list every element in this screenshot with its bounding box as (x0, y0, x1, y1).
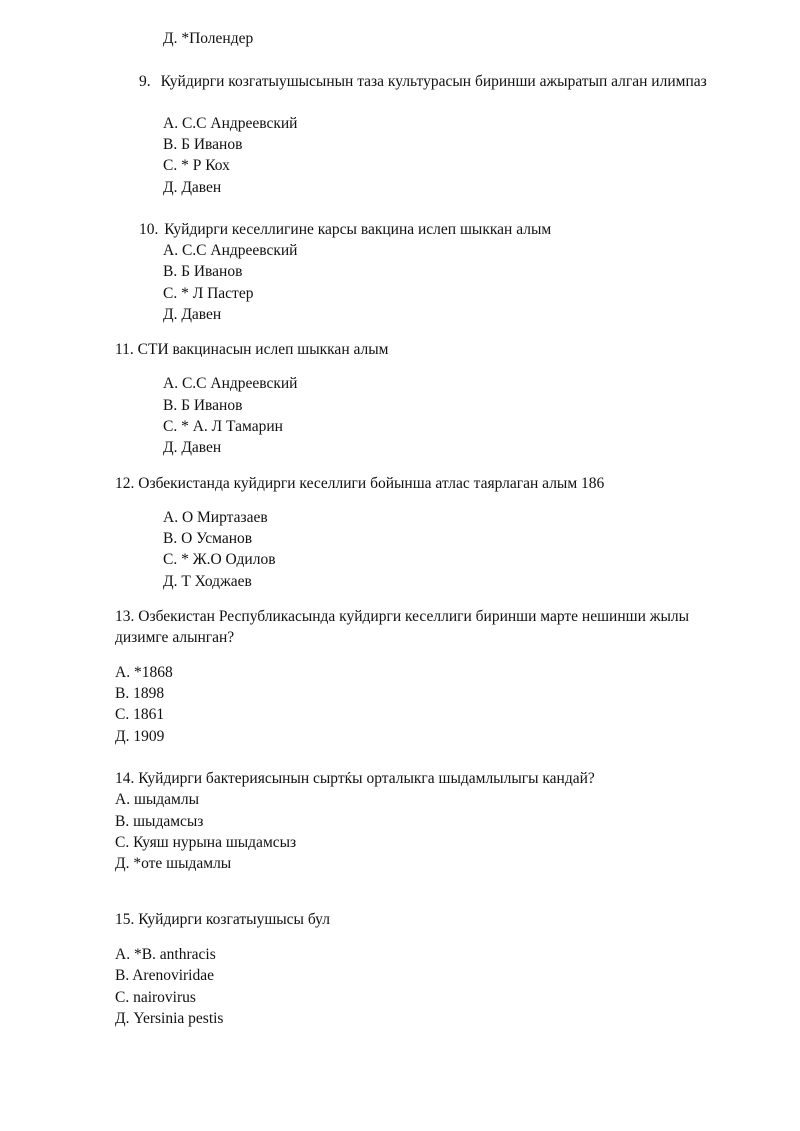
q13-option-a: A. *1868 (115, 664, 173, 681)
q15-option-a: A. *B. anthracis (115, 946, 216, 963)
q10-option-d: Д. Давен (163, 306, 222, 323)
q9-option-b: В. Б Иванов (163, 136, 243, 153)
q14-option-d: Д. *оте шыдамлы (115, 855, 232, 872)
q10-option-a: A. С.С Андреевский (163, 242, 298, 259)
q15-option-b: B. Arenoviridae (115, 967, 215, 984)
q9-option-d: Д. Давен (163, 179, 222, 196)
q12-option-b: В. О Усманов (163, 530, 253, 547)
q12-option-d: Д. Т Ходжаев (163, 573, 252, 590)
q11-option-a: A. С.С Андреевский (163, 375, 298, 392)
q10-question (139, 220, 551, 240)
q14-option-c: C. Куяш нурына шыдамсыз (115, 834, 297, 851)
q14-question: 14. Куйдирги бактериясынын сыртќы орталыкга шыдамлылыгы кандай? (115, 770, 595, 787)
q9-option-a: A. С.С Андреевский (163, 115, 298, 132)
q9-text: Куйдирги козгатыушысынын таза культурасын биринши ажыратып алган илимпаз (160, 73, 707, 90)
q10-text: Куйдирги кеселлигине карсы вакцина ислеп шыккан алым (164, 221, 552, 238)
q11-option-d: Д. Давен (163, 439, 222, 456)
q13-option-d: Д. 1909 (115, 728, 165, 745)
q15-option-d: Д. Yersinia pestis (115, 1010, 224, 1027)
q10-number: 10. (139, 221, 159, 238)
q13-option-c: C. 1861 (115, 706, 165, 723)
q13-option-b: B. 1898 (115, 685, 165, 702)
q12-option-c: С. * Ж.О Одилов (163, 551, 276, 568)
q15-option-c: C. nairovirus (115, 989, 196, 1006)
q9-number: 9. (139, 73, 151, 90)
q10-option-c: С. * Л Пастер (163, 285, 254, 302)
q9-question (139, 72, 707, 92)
q14-option-a: A. шыдамлы (115, 791, 200, 808)
q13-question-line1: 13. Озбекистан Республикасында куйдирги кеселлиги биринши марте нешинши жылы (115, 608, 690, 625)
q8-option-d: Д. *Полендер (163, 30, 254, 47)
q12-option-a: А. О Миртазаев (163, 509, 268, 526)
q12-question: 12. Озбекистанда куйдирги кеселлиги бойынша атлас таярлаган алым 186 (115, 475, 605, 492)
q15-question: 15. Куйдирги козгатыушысы бул (115, 911, 330, 928)
q11-question: 11. СТИ вакцинасын ислеп шыккан алым (115, 341, 389, 358)
q13-question-line2: дизимге алынган? (115, 629, 235, 646)
q9-option-c: С. * Р Кох (163, 157, 230, 174)
q11-option-b: В. Б Иванов (163, 397, 243, 414)
q10-option-b: В. Б Иванов (163, 263, 243, 280)
q14-option-b: B. шыдамсыз (115, 813, 204, 830)
q11-option-c: С. * А. Л Тамарин (163, 418, 283, 435)
